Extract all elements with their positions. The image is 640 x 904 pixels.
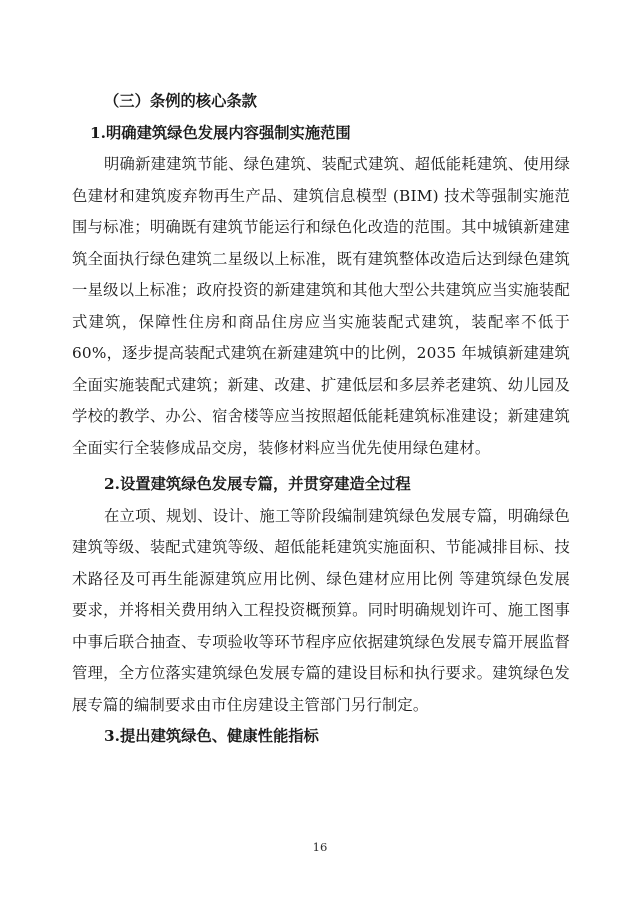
item-2-body: 在立项、规划、设计、施工等阶段编制建筑绿色发展专篇，明确绿色建筑等级、装配式建筑等级、超低能耗建筑实施面积、节能减排目标、技术路径及可再生能源建筑应用比例、绿色建材应用比例 等建筑绿色发展要求，并将相关费用纳入工程投资概预算。同时明确规划许可、施工图事中事后联合抽查、专项验收等环节程序应依据建筑绿色发展专篇开展监督管理，全方位落实建筑绿色发展专篇的建设目标和执行要求。建筑绿色发展专篇的编制要求由市住房建设主管部门另行制定。 — [72, 506, 570, 714]
page-number: 16 — [312, 840, 328, 854]
section-heading: （三）条例的核心条款 — [104, 92, 257, 110]
item-1-heading: 1.明确建筑绿色发展内容强制实施范围 — [90, 123, 351, 142]
item-2-heading: 2.设置建筑绿色发展专篇，并贯穿建造全过程 — [104, 475, 411, 493]
item-1-body: 明确新建建筑节能、绿色建筑、装配式建筑、超低能耗建筑、使用绿色建材和建筑废弃物再生产品、建筑信息模型 (BIM) 技术等强制实施范围与标准；明确既有建筑节能运行和绿色化改造的范围。其中城镇新建建筑全面执行绿色建筑二星级以上标准，既有建筑整体改造后达到绿色建筑一星级以上标准；政府投资的新建建筑和其他大型公共建筑应当实施装配式建筑，保障性住房和商品住房应当实施装配式建筑，装配率不低于 60%，逐步提高装配式建筑在新建建筑中的比例，2035 年城镇新建建筑全面实施装配式建筑；新建、改建、扩建低层和多层养老建筑、幼儿园及学校的教学、办公、宿舍楼等应当按照超低能耗建筑标准建设；新建建筑全面实行全装修成品交房，装修材料应当优先使用绿色建材。 — [72, 155, 570, 457]
item-3-heading: 3.提出建筑绿色、健康性能指标 — [104, 727, 319, 745]
page-content — [72, 86, 570, 753]
